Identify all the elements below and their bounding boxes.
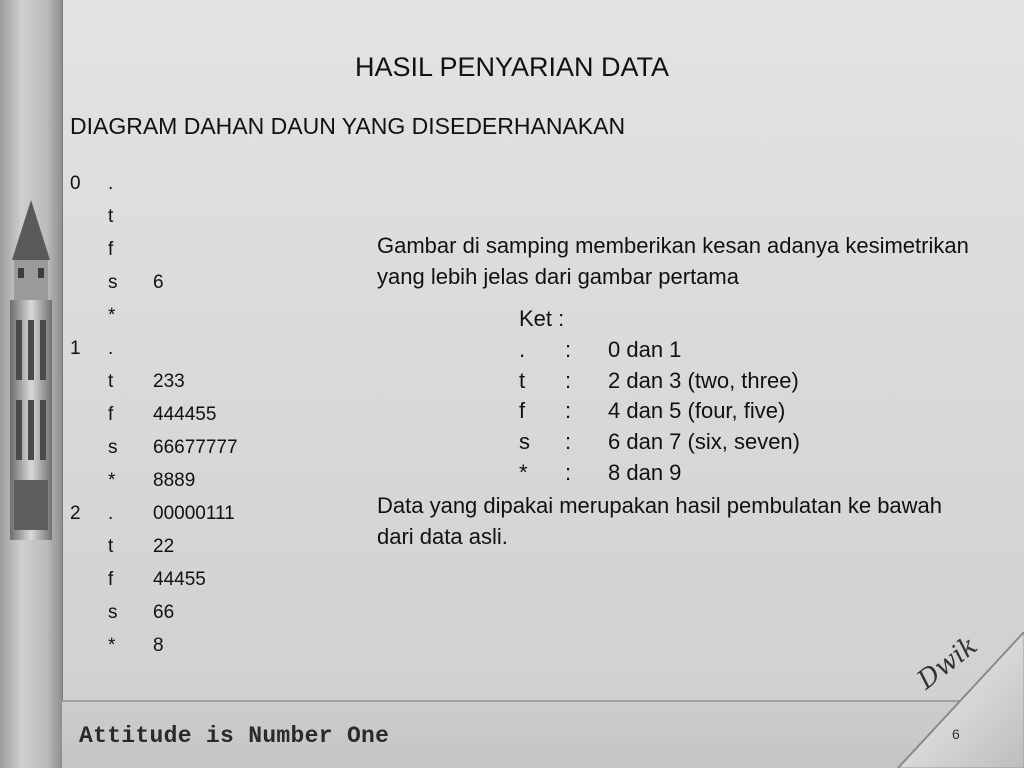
stem-code: t <box>108 536 114 557</box>
legend-description: 2 dan 3 (two, three) <box>608 368 799 393</box>
leaf-values: 6 <box>153 272 164 293</box>
stem-code: t <box>108 206 114 227</box>
legend-symbol: s <box>519 429 530 454</box>
stem-code: f <box>108 239 114 260</box>
stem-value: 2 <box>70 503 81 524</box>
legend-colon: : <box>565 368 572 393</box>
legend-description: 6 dan 7 (six, seven) <box>608 429 800 454</box>
legend-title: Ket : <box>519 306 565 331</box>
leaf-values: 22 <box>153 536 175 557</box>
stem-code: s <box>108 272 118 293</box>
legend-colon: : <box>565 460 572 485</box>
legend-colon: : <box>565 337 572 362</box>
stem-code: . <box>108 338 114 359</box>
note-text: Data yang dipakai merupakan hasil pembulatan ke bawah dari data asli. <box>377 493 943 549</box>
stem-code: . <box>108 173 114 194</box>
slide-subtitle: DIAGRAM DAHAN DAUN YANG DISEDERHANAKAN <box>70 113 626 139</box>
stem-code: f <box>108 404 114 425</box>
stem-code: . <box>108 503 114 524</box>
leaf-values: 444455 <box>153 404 217 425</box>
stem-code: t <box>108 371 114 392</box>
building-illustration <box>4 190 58 550</box>
stem-value: 0 <box>70 173 81 194</box>
stem-code: s <box>108 602 118 623</box>
page-number: 6 <box>952 726 960 742</box>
leaf-values: 44455 <box>153 569 206 590</box>
legend-description: 0 dan 1 <box>608 337 682 362</box>
stem-code: * <box>108 470 116 491</box>
legend-description: 8 dan 9 <box>608 460 682 485</box>
leaf-values: 66677777 <box>153 437 238 458</box>
legend-symbol: * <box>519 460 528 485</box>
stem-code: f <box>108 569 114 590</box>
leaf-values: 66 <box>153 602 175 623</box>
slide-title: HASIL PENYARIAN DATA <box>354 52 670 82</box>
leaf-values: 8889 <box>153 470 196 491</box>
left-decorative-band <box>0 0 63 768</box>
legend-description: 4 dan 5 (four, five) <box>608 398 786 423</box>
stem-code: * <box>108 635 116 656</box>
leaf-values: 8 <box>153 635 164 656</box>
leaf-values: 00000111 <box>153 503 235 524</box>
legend-colon: : <box>565 398 572 423</box>
legend-symbol: f <box>519 398 526 423</box>
description-text: Gambar di samping memberikan kesan adanya kesimetrikan yang lebih jelas dari gambar pertama <box>377 233 969 289</box>
legend-symbol: . <box>519 337 526 362</box>
footer-motto: Attitude is Number One <box>79 723 390 749</box>
stem-code: * <box>108 305 116 326</box>
legend-symbol: t <box>519 368 526 393</box>
signature: Dwik <box>912 630 984 696</box>
leaf-values: 233 <box>153 371 185 392</box>
stem-code: s <box>108 437 118 458</box>
legend-colon: : <box>565 429 572 454</box>
stem-value: 1 <box>70 338 81 359</box>
